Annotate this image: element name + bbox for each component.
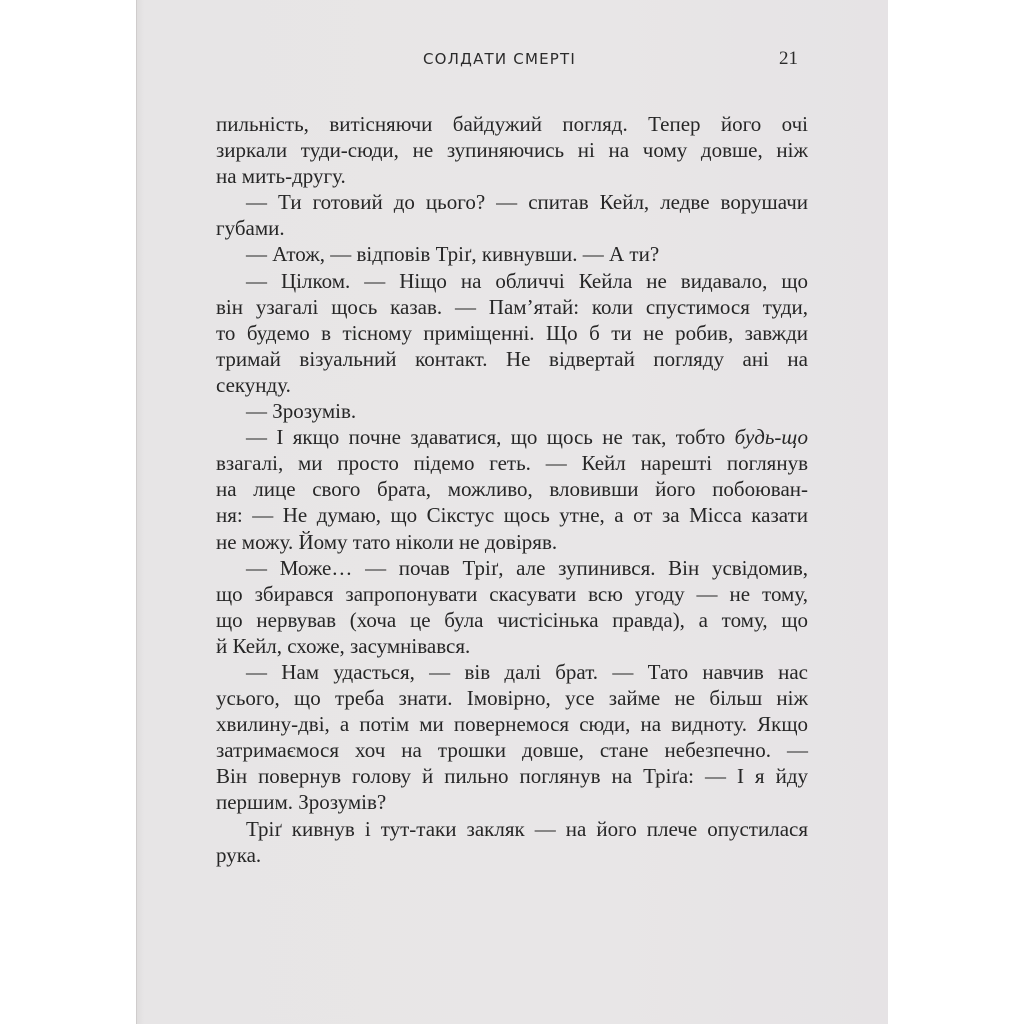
page-number: 21 — [779, 48, 798, 69]
text-segment: — І якщо почне здаватися, що щось не так, тобто — [246, 425, 735, 450]
text-line: ня: — Не думаю, що Сікстус щось утне, а от за Місса казати — [216, 503, 808, 528]
text-line: першим. Зрозумів? — [216, 790, 387, 815]
text-line: усього, що треба знати. Імовірно, усе займе не більш ніж — [216, 686, 808, 711]
text-line: він узагалі щось казав. — Пам’ятай: коли спустимося туди, — [216, 294, 808, 319]
dialogue-line — [216, 424, 808, 450]
text-line: зиркали туди-сюди, не зупиняючись ні на чому довше, ніж — [216, 138, 808, 163]
dialogue-line: — Може… — почав Тріґ, але зупинився. Він усвідомив, — [246, 555, 808, 580]
running-title: СОЛДАТИ СМЕРТІ — [423, 50, 577, 68]
dialogue-line: — Нам удасться, — вів далі брат. — Тато навчив нас — [246, 659, 808, 684]
dialogue-line: — Атож, — відповів Тріґ, кивнувши. — А ти? — [246, 242, 660, 267]
text-line: й Кейл, схоже, засумнівався. — [216, 633, 471, 658]
text-line: що збирався запропонувати скасувати всю угоду — не тому, — [216, 581, 808, 606]
body-text — [216, 111, 808, 868]
text-line: що нервував (хоча це була чистісінька правда), а тому, що — [216, 607, 808, 632]
paragraph-line: Тріґ кивнув і тут-таки закляк — на його плече опустилася — [246, 816, 808, 841]
dialogue-line: — Ти готовий до цього? — спитав Кейл, ледве ворушачи — [246, 190, 808, 215]
text-line: то будемо в тісному приміщенні. Що б ти не робив, завжди — [216, 320, 808, 345]
text-line: затримаємося хоч на трошки довше, стане небезпечно. — — [216, 738, 808, 763]
text-line: Він повернув голову й пильно поглянув на Тріґа: — І я йду — [216, 764, 808, 789]
text-line: губами. — [216, 216, 285, 241]
text-line: на мить-другу. — [216, 164, 346, 189]
text-line: на лице свого брата, можливо, вловивши його побоюван- — [216, 477, 808, 502]
text-line: пильність, витісняючи байдужий погляд. Тепер його очі — [216, 112, 808, 136]
text-line: секунду. — [216, 372, 291, 397]
italic-emphasis: будь-що — [734, 425, 808, 450]
text-line: хвилину-дві, а потім ми повернемося сюди, на видноту. Якщо — [216, 712, 808, 737]
text-line: не можу. Йому тато ніколи не довіряв. — [216, 529, 558, 554]
dialogue-line: — Цілком. — Ніщо на обличчі Кейла не видавало, що — [246, 268, 808, 293]
book-page — [136, 0, 888, 1024]
text-line: рука. — [216, 842, 262, 867]
running-head — [136, 48, 888, 72]
text-line: взагалі, ми просто підемо геть. — Кейл нарешті поглянув — [216, 451, 808, 476]
dialogue-line: — Зрозумів. — [246, 399, 357, 424]
text-line: тримай візуальний контакт. Не відвертай погляду ані на — [216, 346, 808, 371]
